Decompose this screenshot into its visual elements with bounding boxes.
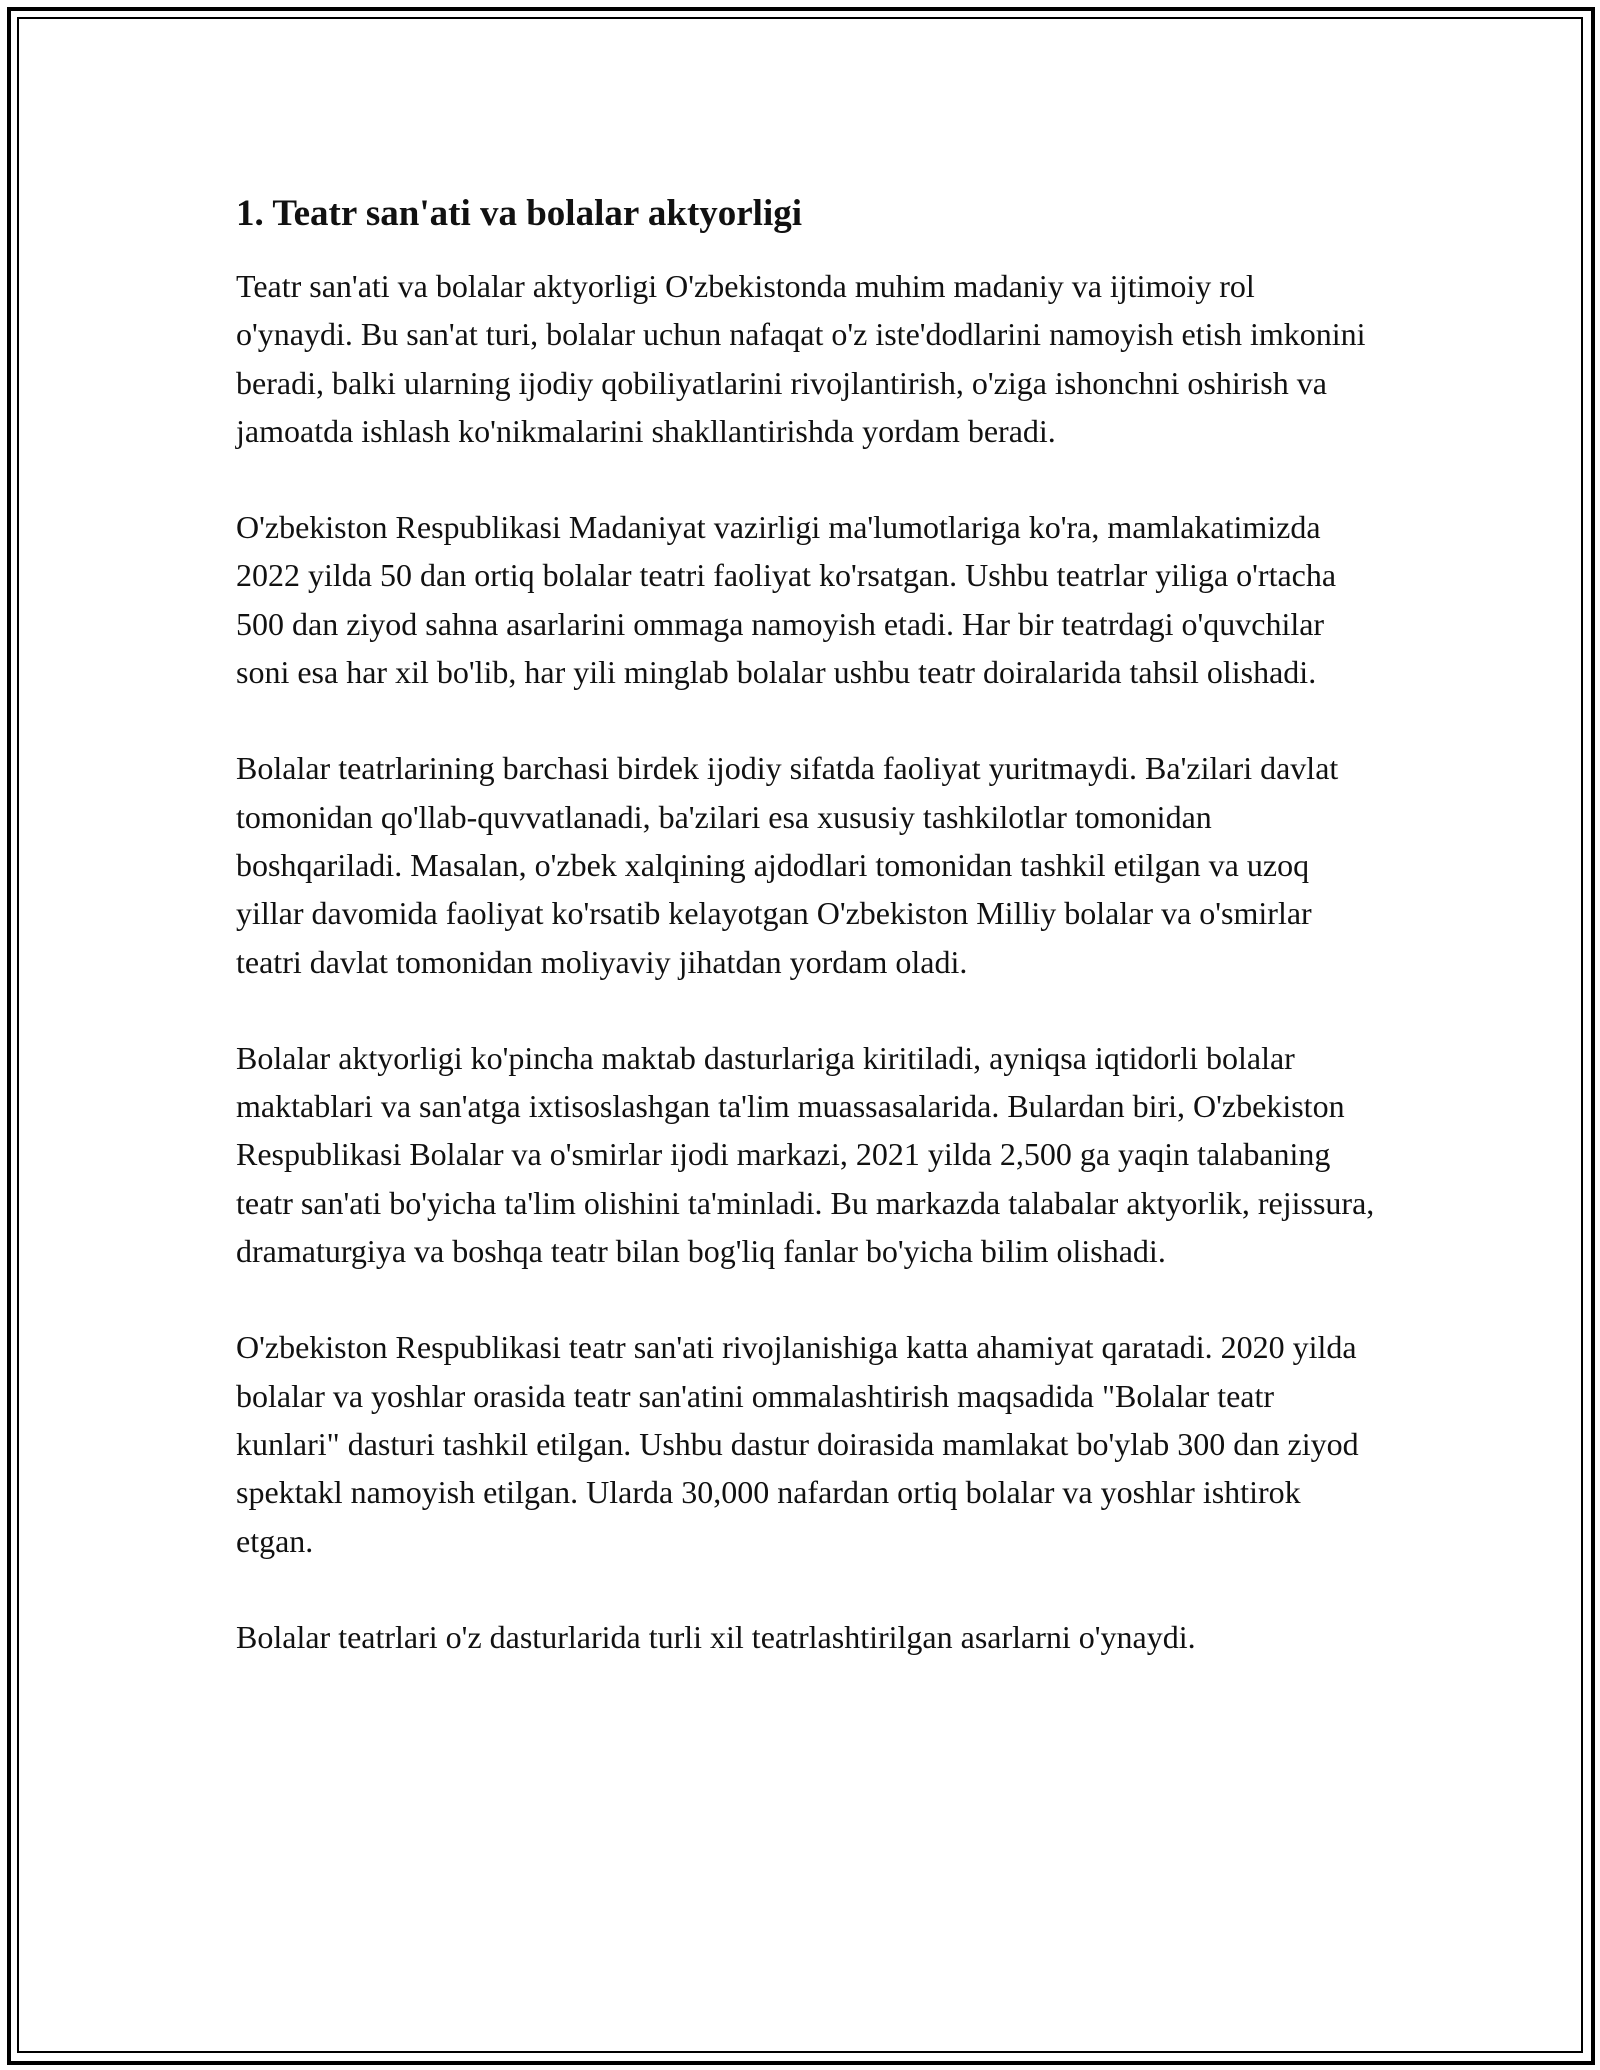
document-body [236, 188, 1376, 1709]
paragraph-5: O'zbekiston Respublikasi teatr san'ati rivojlanishiga katta ahamiyat qaratadi. 2020 yilda bolalar va yoshlar orasida teatr san'atini ommalashtirish maqsadida "Bolalar teatr kunlari" dasturi tashkil etilgan. Ushbu dastur doirasida mamlakat bo'ylab 300 dan ziyod spektakl namoyish etilgan. Ularda 30,000 nafardan ortiq bolalar va yoshlar ishtirok etgan. [236, 1329, 1359, 1559]
paragraph-1: Teatr san'ati va bolalar aktyorligi O'zbekistonda muhim madaniy va ijtimoiy rol o'ynaydi. Bu san'at turi, bolalar uchun nafaqat o'z iste'dodlarini namoyish etish imkonini beradi, balki ularning ijodiy qobiliyatlarini rivojlantirish, o'ziga ishonchni oshirish va jamoatda ishlash ko'nikmalarini shakllantirishda yordam beradi. [236, 268, 1366, 449]
paragraph-2: O'zbekiston Respublikasi Madaniyat vazirligi ma'lumotlariga ko'ra, mamlakatimizda 2022 yilda 50 dan ortiq bolalar teatri faoliyat ko'rsatgan. Ushbu teatrlar yiliga o'rtacha 500 dan ziyod sahna asarlarini ommaga namoyish etadi. Har bir teatrdagi o'quvchilar soni esa har xil bo'lib, har yili minglab bolalar ushbu teatr doiralarida tahsil olishadi. [236, 509, 1337, 691]
paragraph-3: Bolalar teatrlarining barchasi birdek ijodiy sifatda faoliyat yuritmaydi. Ba'zilari davlat tomonidan qo'llab-quvvatlanadi, ba'zilari esa xususiy tashkilotlar tomonidan boshqariladi. Masalan, o'zbek xalqining ajdodlari tomonidan tashkil etilgan va uzoq yillar davomida faoliyat ko'rsatib kelayotgan O'zbekiston Milliy bolalar va o'smirlar teatri davlat tomonidan moliyaviy jihatdan yordam oladi. [236, 750, 1339, 980]
paragraph-4: Bolalar aktyorligi ko'pincha maktab dasturlariga kiritiladi, ayniqsa iqtidorli bolalar maktablari va san'atga ixtisoslashgan ta'lim muassasalarida. Bulardan biri, O'zbekiston Respublikasi Bolalar va o'smirlar ijodi markazi, 2021 yilda 2,500 ga yaqin talabaning teatr san'ati bo'yicha ta'lim olishini ta'minladi. Bu markazda talabalar aktyorlik, rejissura, dramaturgiya va boshqa teatr bilan bog'liq fanlar bo'yicha bilim olishadi. [236, 1039, 1375, 1270]
paragraph-6: Bolalar teatrlari o'z dasturlarida turli xil teatrlashtirilgan asarlarni o'ynaydi. [236, 1618, 1196, 1655]
section-heading: 1. Teatr san'ati va bolalar aktyorligi [236, 193, 803, 234]
